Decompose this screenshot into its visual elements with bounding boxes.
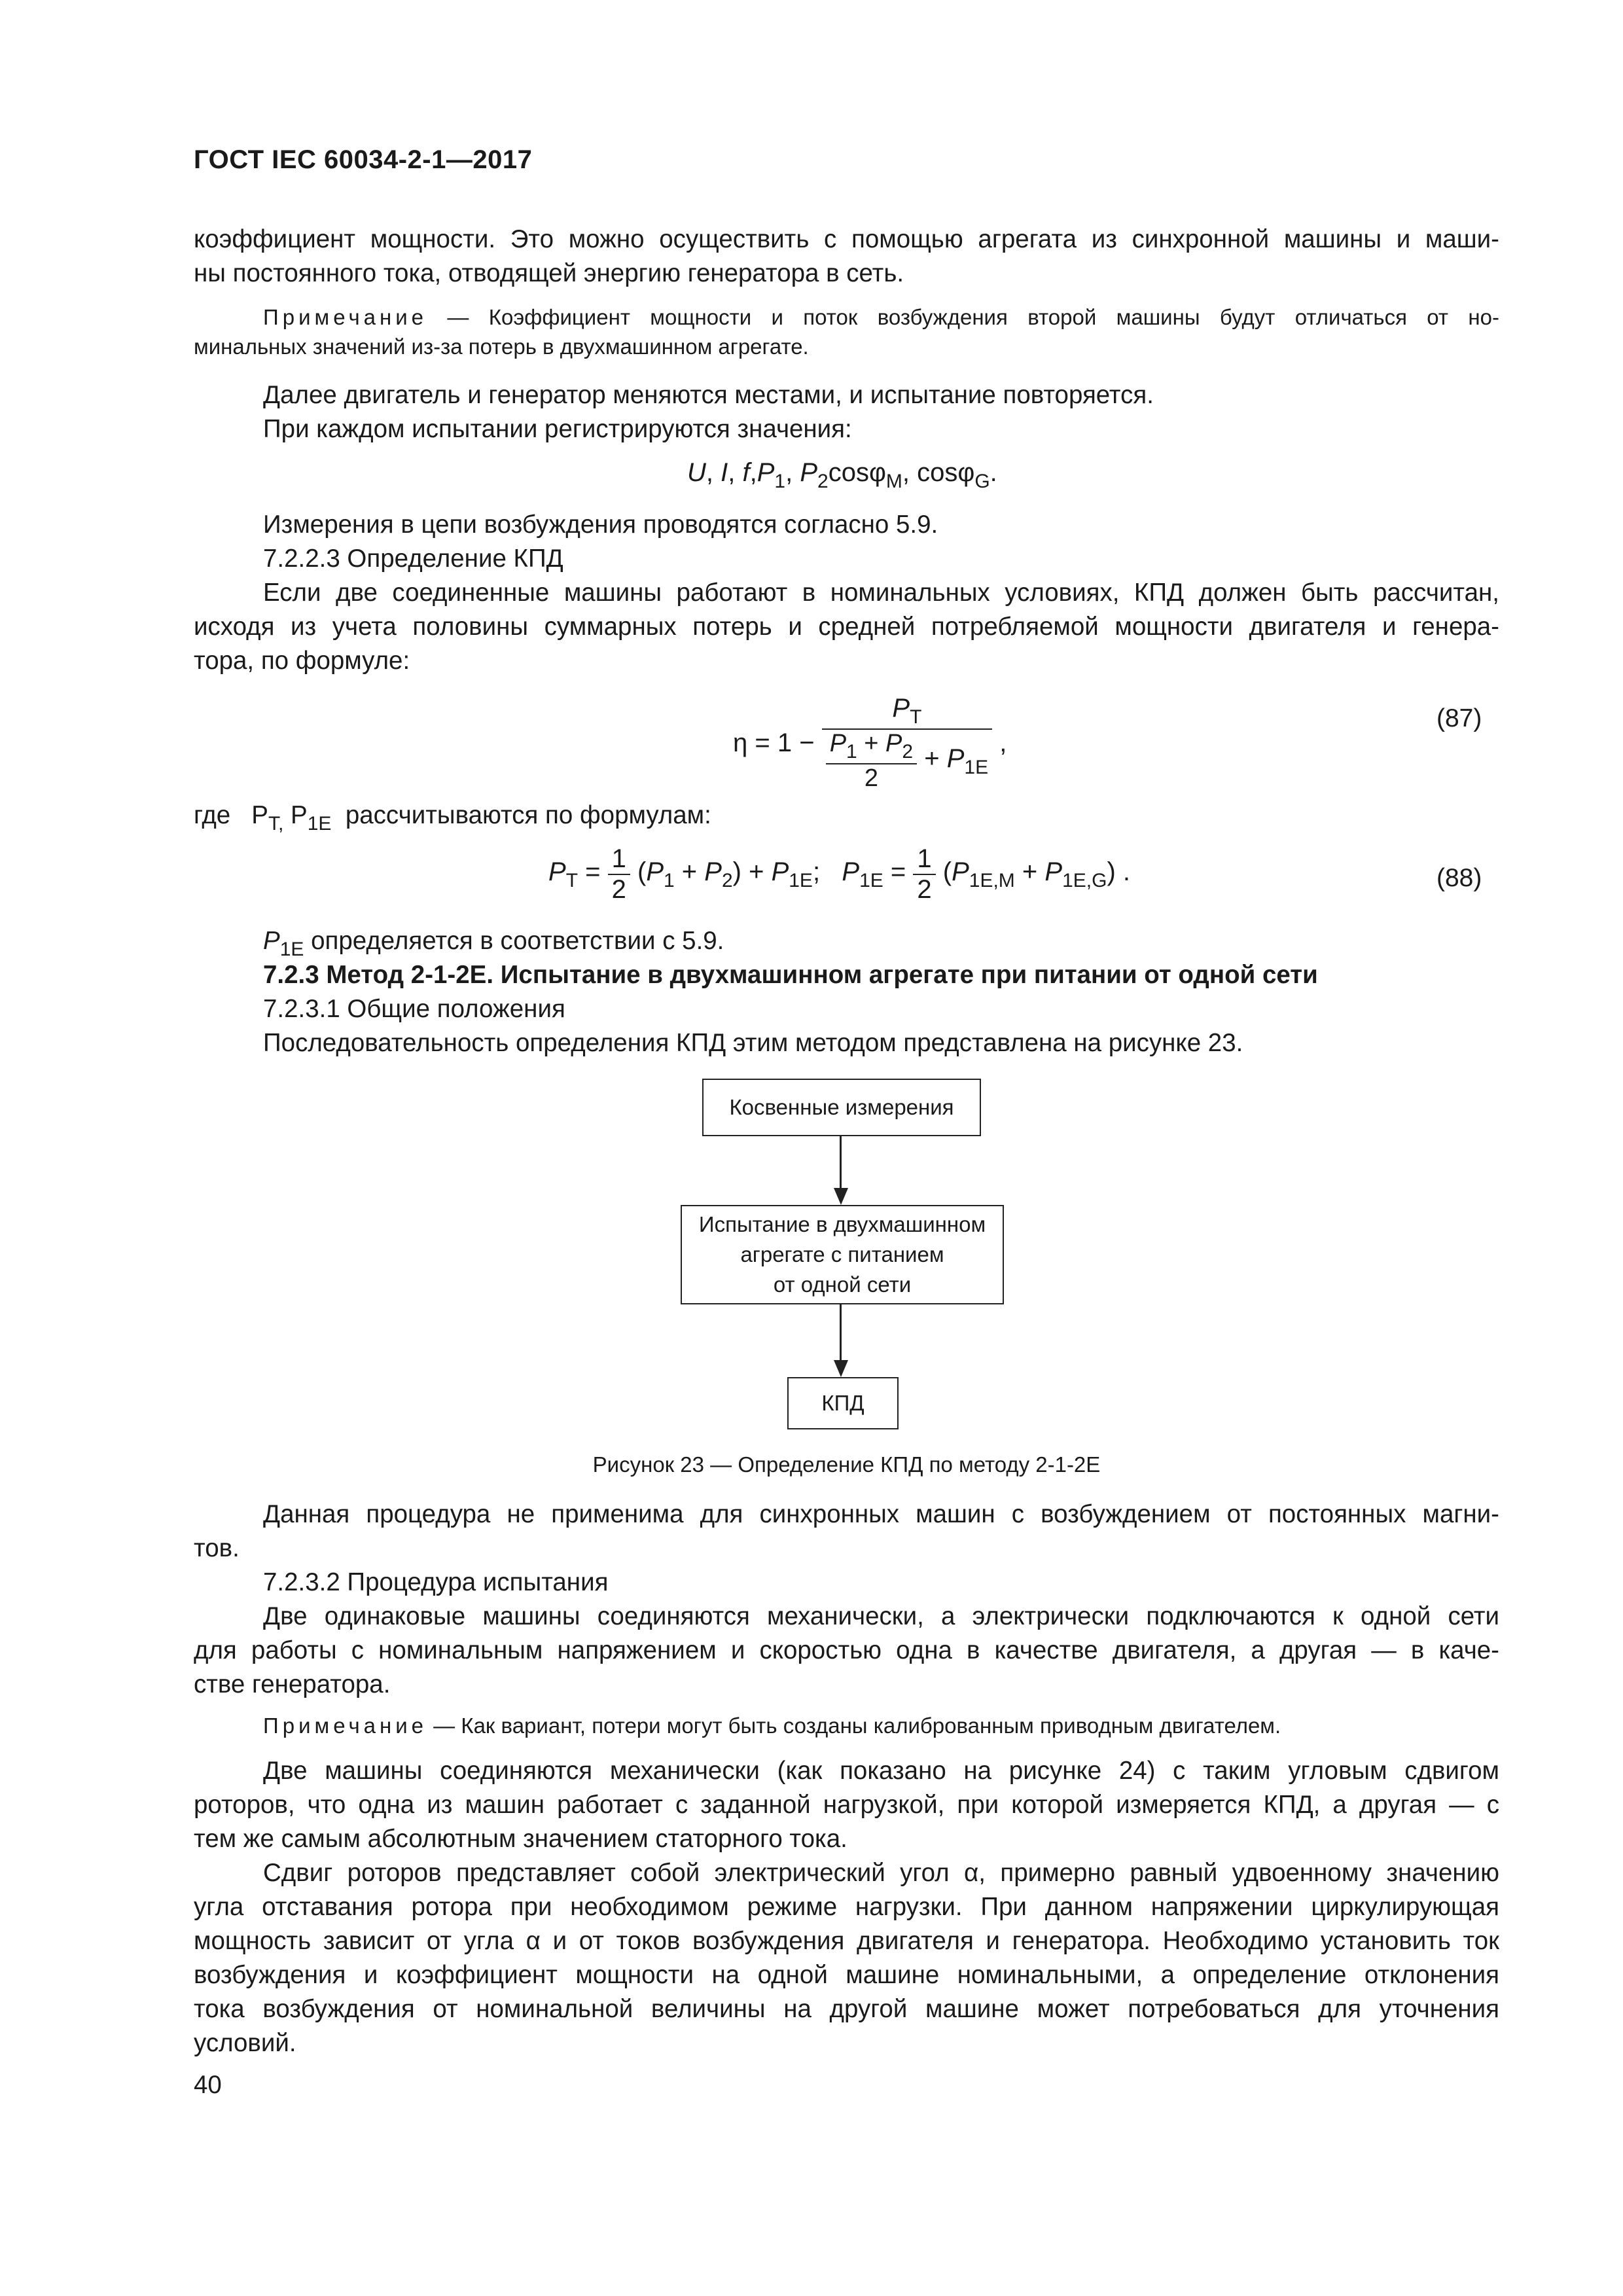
note-line: минальных значений из-за потерь в двухмашинном агрегате. (194, 334, 809, 359)
paragraph-line: Две машины соединяются механически (как показано на рисунке 24) с таким угловым сдвигом (263, 1757, 1499, 1785)
document-header: ГОСТ IEC 60034-2-1—2017 (194, 145, 533, 174)
note-text: — Как вариант, потери могут быть созданы калиброванным приводным двигателем. (427, 1713, 1281, 1738)
paragraph-line: мощность зависит от угла α и от токов возбуждения двигателя и генератора. Необходимо установить ток (194, 1927, 1499, 1955)
flow-box-label: КПД (821, 1391, 865, 1415)
section-heading: 7.2.3.1 Общие положения (263, 995, 565, 1023)
note-label: Примечание (263, 305, 428, 329)
arrow-down-icon (834, 1188, 848, 1205)
paragraph-line: тока возбуждения от номинальной величины на другой машине может потребоваться для уточнения (194, 1995, 1499, 2023)
paragraph-line: Если две соединенные машины работают в номинальных условиях, КПД должен быть рассчитан, (263, 579, 1499, 607)
paragraph-line: роторов, что одна из машин работает с заданной нагрузкой, при которой измеряется КПД, а другая — с (194, 1791, 1499, 1819)
paragraph-line: Две одинаковые машины соединяются механически, а электрически подключаются к одной сети (263, 1602, 1499, 1630)
note-text: — Коэффициент мощности и поток возбуждения второй машины будут отличаться от но- (427, 305, 1499, 329)
paragraph-line: тем же самым абсолютным значением статорного тока. (194, 1825, 847, 1853)
paragraph-line: ны постоянного тока, отводящей энергию генератора в сеть. (194, 259, 904, 287)
equation-number: (88) (1436, 864, 1482, 892)
figure-caption: Рисунок 23 — Определение КПД по методу 2-1-2E (592, 1452, 1101, 1477)
flow-box-label: агрегате с питанием (740, 1242, 944, 1266)
equation-88: $P_T$ = $\frac{1}{2}$ $(P_1 + P_2) + P_{1E}$; $P_{1E}$ = $\frac{1}{2}$ $(P_{1E,M} + P_{1E,G})$ . (548, 844, 1131, 904)
flow-box-label: от одной сети (773, 1272, 912, 1297)
equation-87: η = 1 − $P_T$ $\frac{P_1 + P_2}{2}$ + $P_{1E}$ , (733, 694, 1007, 792)
section-heading: 7.2.3.2 Процедура испытания (263, 1568, 609, 1596)
flow-box-efficiency (787, 1377, 899, 1429)
paragraph-line: $P_{1E}$ определяется в соответствии с 5.9. (263, 927, 724, 960)
section-heading-bold: 7.2.3 Метод 2-1-2E. Испытание в двухмашинном агрегате при питании от одной сети (263, 961, 1318, 989)
page-number: 40 (194, 2071, 222, 2099)
paragraph-line: Сдвиг роторов представляет собой электрический угол α, примерно равный удвоенному значению (263, 1859, 1499, 1887)
paragraph-line: для работы с номинальным напряжением и скоростью одна в качестве двигателя, а другая — в каче- (194, 1636, 1499, 1664)
paragraph-line: угла отставания ротора при необходимом режиме нагрузки. При данном напряжении циркулирующая (194, 1893, 1499, 1921)
flow-box-indirect-measurements (702, 1079, 981, 1136)
paragraph-line: условий. (194, 2029, 296, 2057)
note-line (263, 303, 1499, 332)
paragraph-line: коэффициент мощности. Это можно осуществить с помощью агрегата из синхронной машины и маши- (194, 225, 1499, 253)
arrow-down-icon (834, 1360, 848, 1377)
equation-number: (87) (1436, 704, 1482, 732)
paragraph-line: Далее двигатель и генератор меняются местами, и испытание повторяется. (263, 381, 1154, 409)
flow-box-label: Косвенные измерения (729, 1095, 954, 1119)
paragraph-line: Последовательность определения КПД этим методом представлена на рисунке 23. (263, 1029, 1243, 1057)
paragraph-line: возбуждения и коэффициент мощности на одной машине номинальными, а определение отклонения (194, 1961, 1499, 1989)
paragraph-line: тов. (194, 1534, 240, 1562)
flow-connector (840, 1304, 842, 1369)
section-heading: 7.2.2.3 Определение КПД (263, 545, 563, 573)
where-prefix: где (194, 801, 231, 829)
paragraph-line: Данная процедура не применима для синхронных машин с возбуждением от постоянных магни- (263, 1500, 1499, 1528)
note-label: Примечание (263, 1713, 428, 1738)
paragraph-line: исходя из учета половины суммарных потерь и средней потребляемой мощности двигателя и генера- (194, 613, 1499, 641)
where-suffix: рассчитываются по формулам: (345, 801, 711, 829)
paragraph-line: При каждом испытании регистрируются значения: (263, 415, 852, 443)
flow-box-label: Испытание в двухмашинном (698, 1212, 986, 1236)
recorded-values-formula: U, I, $f,P_1$, $P_2\cos\varphi_M$, cosφ$_G$. (687, 458, 997, 492)
flow-box-two-machine-test (681, 1205, 1004, 1304)
paragraph-line: Измерения в цепи возбуждения проводятся согласно 5.9. (263, 511, 938, 539)
paragraph-line: стве генератора. (194, 1670, 391, 1698)
note-line (263, 1712, 1499, 1740)
p1e-text: определяется в соответствии с 5.9. (304, 927, 724, 955)
where-line: где $P_{T,}$ $P_{1E}$ рассчитываются по формулам: (194, 801, 711, 834)
paragraph-line: тора, по формуле: (194, 647, 410, 675)
